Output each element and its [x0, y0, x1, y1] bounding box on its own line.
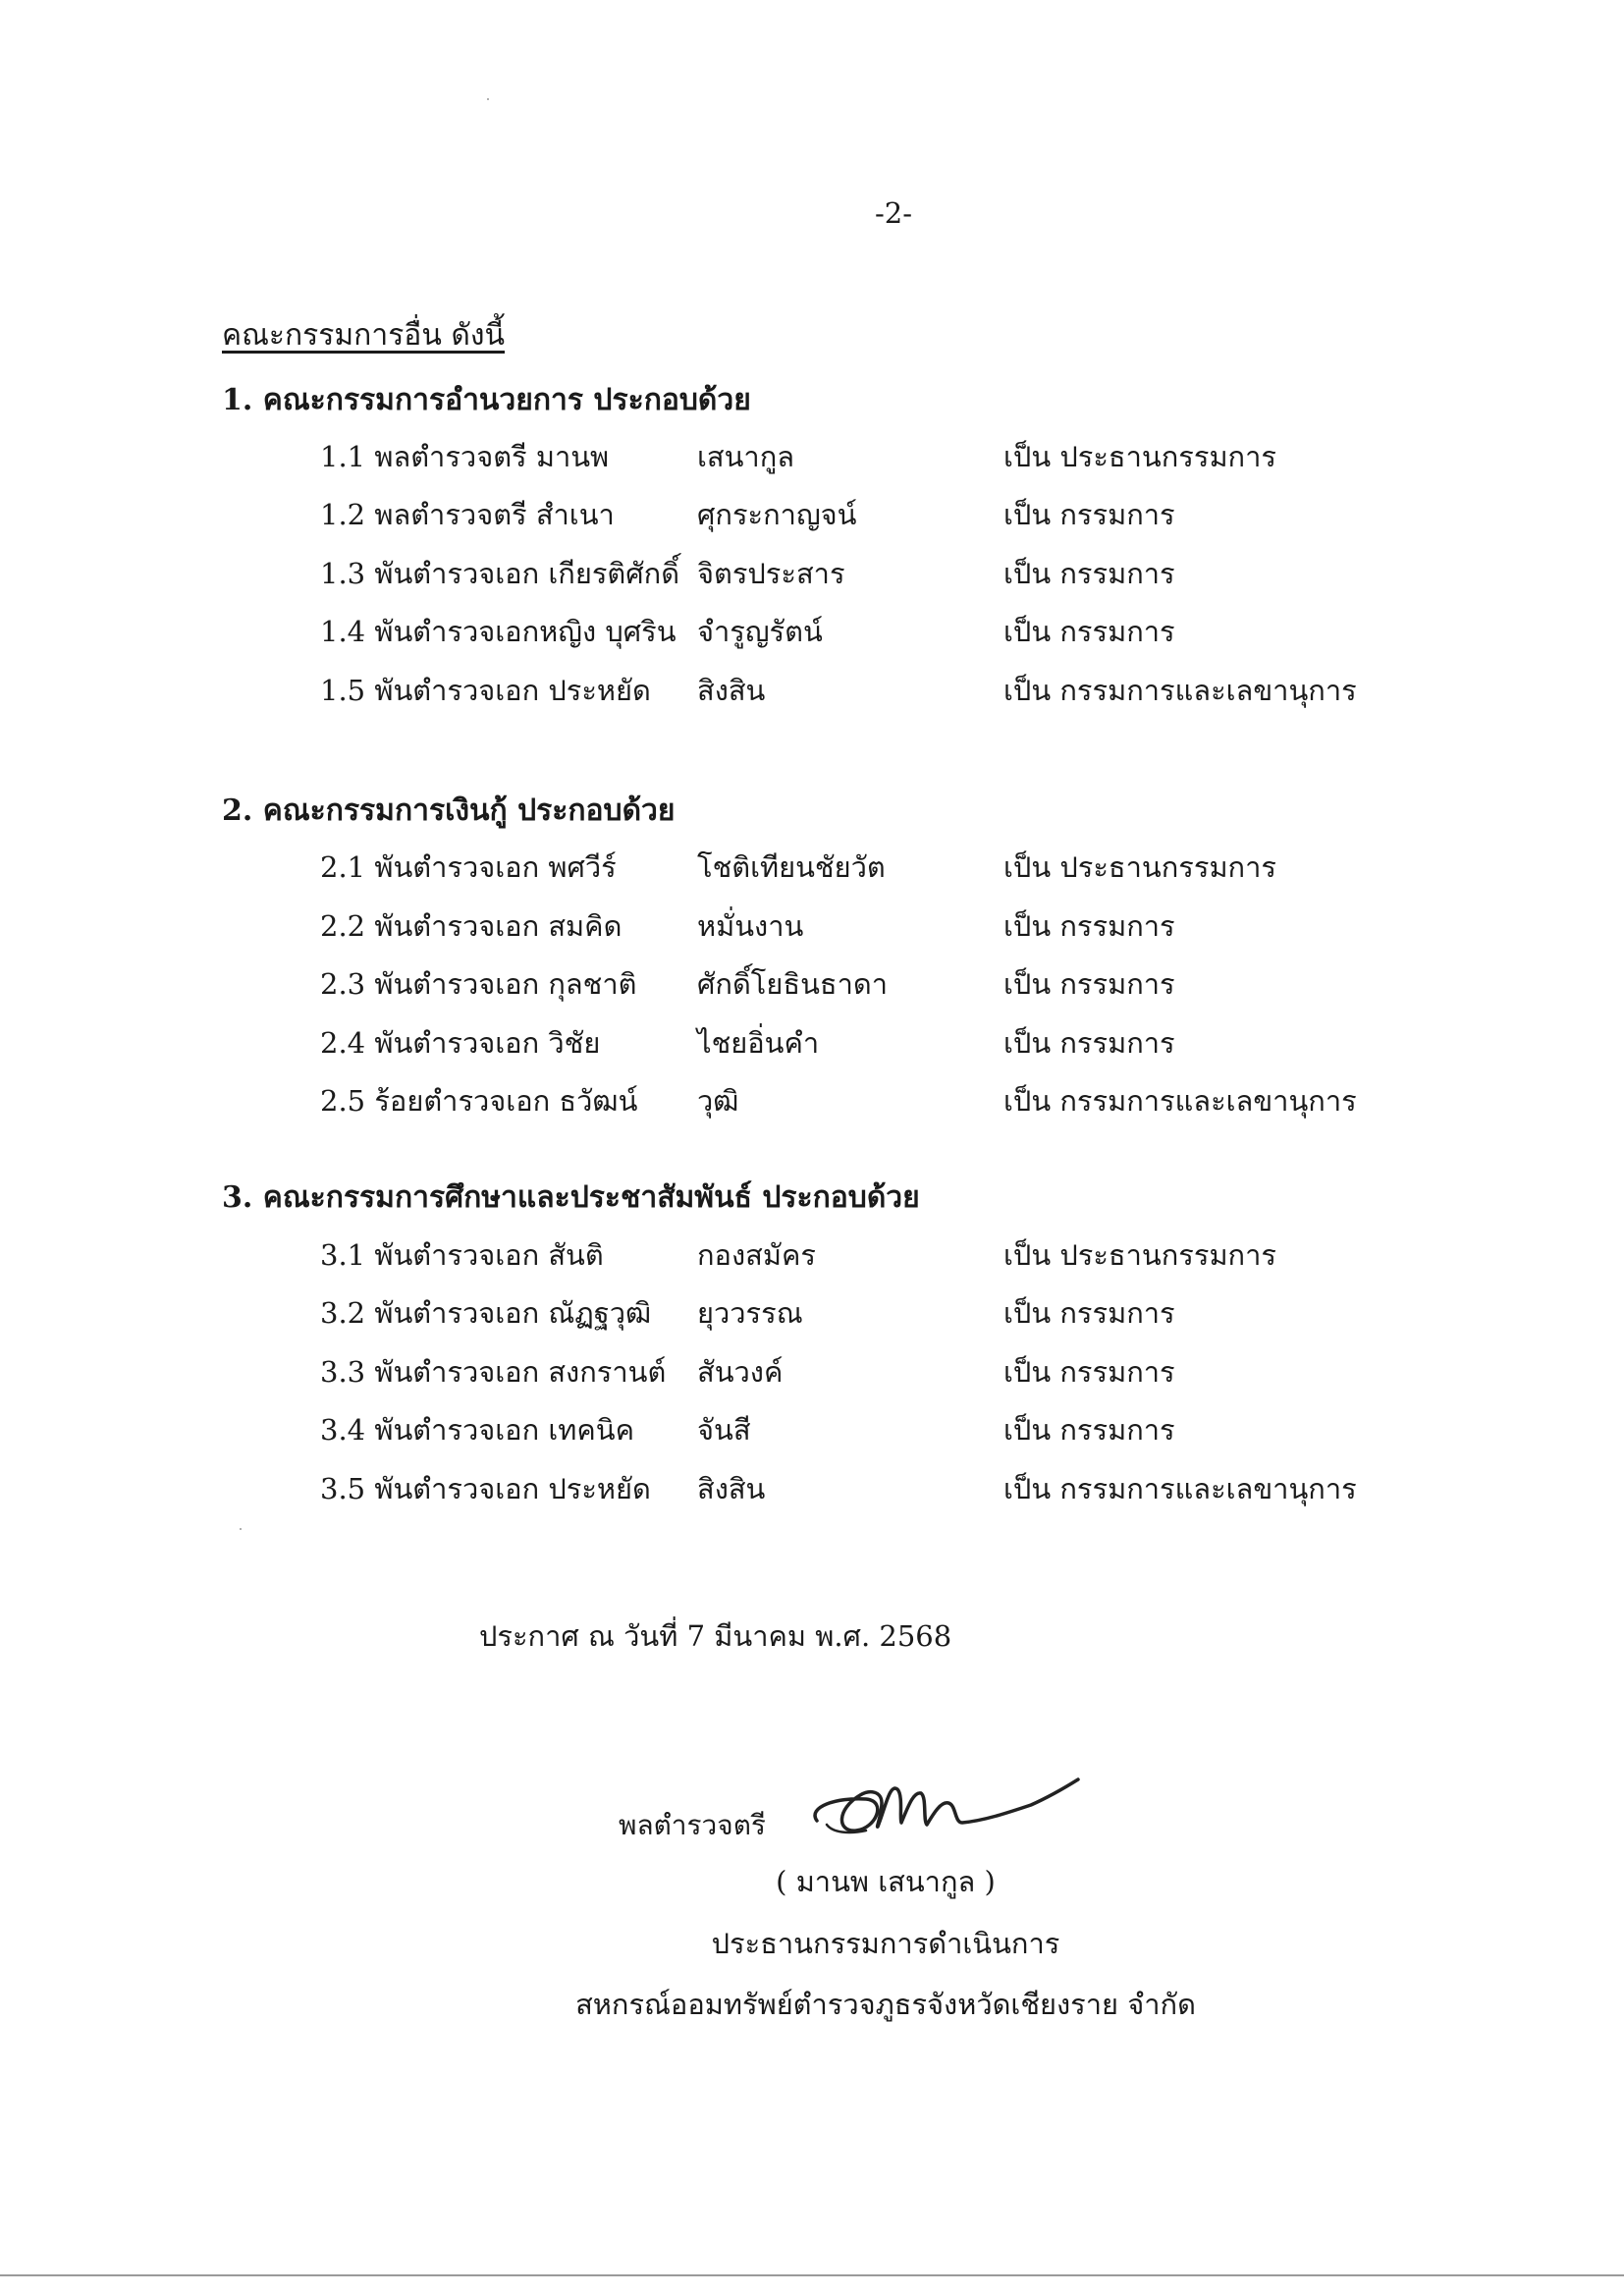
committee-3-member-1 — [0, 1232, 1624, 1276]
page-number: -2- — [874, 196, 913, 230]
member-surname: สิงสิน — [697, 1472, 766, 1505]
committee-2-member-3 — [0, 961, 1624, 1005]
signer-position: ประธานกรรมการดำเนินการ — [711, 1927, 1060, 1960]
member-role: เป็น กรรมการ — [1003, 557, 1175, 590]
committee-3-member-2 — [0, 1290, 1624, 1334]
member-rank-name: 1.4 พันตำรวจเอกหญิง บุศริน — [320, 615, 677, 648]
member-rank-name: 3.1 พันตำรวจเอก สันติ — [320, 1238, 604, 1272]
member-rank-name: 1.1 พลตำรวจตรี มานพ — [320, 440, 610, 473]
committee-2-member-5 — [0, 1078, 1624, 1121]
signer-name: ( มานพ เสนากูล ) — [776, 1865, 996, 1898]
committee-1-member-5 — [0, 668, 1624, 711]
member-rank-name: 1.2 พลตำรวจตรี สำเนา — [320, 498, 615, 531]
member-role: เป็น ประธานกรรมการ — [1003, 850, 1276, 884]
committee-2-member-4 — [0, 1020, 1624, 1064]
handwritten-signature — [797, 1750, 1092, 1858]
member-rank-name: 3.4 พันตำรวจเอก เทคนิค — [320, 1413, 635, 1447]
committee-3-member-3 — [0, 1349, 1624, 1393]
scan-speck — [240, 1528, 242, 1530]
committee-1-member-2 — [0, 492, 1624, 535]
section-heading: คณะกรรมการอื่น ดังนี้ — [222, 318, 506, 353]
member-surname: สิงสิน — [697, 674, 766, 707]
announcement-date: ประกาศ ณ วันที่ 7 มีนาคม พ.ศ. 2568 — [479, 1619, 952, 1653]
member-role: เป็น กรรมการและเลขานุการ — [1003, 1472, 1357, 1505]
member-role: เป็น กรรมการ — [1003, 1026, 1175, 1060]
member-role: เป็น กรรมการและเลขานุการ — [1003, 1084, 1357, 1118]
committee-1-member-1 — [0, 434, 1624, 477]
member-surname: โชติเทียนชัยวัต — [697, 850, 886, 884]
member-rank-name: 3.2 พันตำรวจเอก ณัฏฐวุฒิ — [320, 1296, 652, 1330]
member-surname: ศุกระกาญจน์ — [697, 498, 857, 531]
member-role: เป็น กรรมการ — [1003, 1413, 1175, 1447]
member-rank-name: 3.5 พันตำรวจเอก ประหยัด — [320, 1472, 651, 1505]
member-rank-name: 2.4 พันตำรวจเอก วิชัย — [320, 1026, 601, 1060]
committee-1-member-4 — [0, 609, 1624, 652]
member-rank-name: 2.1 พันตำรวจเอก พศวีร์ — [320, 850, 617, 884]
signer-rank: พลตำรวจตรี — [619, 1809, 766, 1841]
member-role: เป็น กรรมการ — [1003, 498, 1175, 531]
member-surname: ศักดิ์โยธินธาดา — [697, 967, 888, 1001]
member-surname: วุฒิ — [697, 1084, 739, 1118]
member-role: เป็น กรรมการ — [1003, 967, 1175, 1001]
member-rank-name: 1.3 พันตำรวจเอก เกียรติศักดิ์ — [320, 557, 680, 590]
member-role: เป็น กรรมการ — [1003, 1355, 1175, 1389]
member-surname: จิตรประสาร — [697, 557, 845, 590]
member-rank-name: 2.5 ร้อยตำรวจเอก ธวัฒน์ — [320, 1084, 638, 1118]
member-role: เป็น กรรมการ — [1003, 615, 1175, 648]
member-role: เป็น กรรมการ — [1003, 1296, 1175, 1330]
committee-2-member-2 — [0, 903, 1624, 947]
committee-1-title: 1. คณะกรรมการอำนวยการ ประกอบด้วย — [222, 383, 751, 417]
member-role: เป็น กรรมการและเลขานุการ — [1003, 674, 1357, 707]
member-surname: หมั่นงาน — [697, 909, 804, 943]
member-surname: กองสมัคร — [697, 1238, 816, 1272]
committee-2-title: 2. คณะกรรมการเงินกู้ ประกอบด้วย — [222, 793, 676, 828]
committee-3-member-5 — [0, 1466, 1624, 1509]
committee-3-title: 3. คณะกรรมการศึกษาและประชาสัมพันธ์ ประกอบด้วย — [222, 1180, 920, 1215]
committee-3-member-4 — [0, 1407, 1624, 1450]
member-surname: เสนากูล — [697, 440, 795, 473]
member-rank-name: 2.3 พันตำรวจเอก กุลชาติ — [320, 967, 637, 1001]
member-role: เป็น กรรมการ — [1003, 909, 1175, 943]
member-surname: ไชยอิ่นคำ — [697, 1026, 820, 1060]
committee-2-member-1 — [0, 845, 1624, 888]
member-surname: สันวงค์ — [697, 1355, 784, 1389]
member-role: เป็น ประธานกรรมการ — [1003, 440, 1276, 473]
member-rank-name: 3.3 พันตำรวจเอก สงกรานต์ — [320, 1355, 667, 1389]
scan-speck — [487, 98, 489, 100]
member-surname: จำรูญรัตน์ — [697, 615, 823, 648]
member-surname: ยุววรรณ — [697, 1296, 803, 1330]
member-rank-name: 2.2 พันตำรวจเอก สมคิด — [320, 909, 623, 943]
member-surname: จันสี — [697, 1413, 751, 1447]
organization-name: สหกรณ์ออมทรัพย์ตำรวจภูธรจังหวัดเชียงราย จำกัด — [575, 1988, 1196, 2021]
member-rank-name: 1.5 พันตำรวจเอก ประหยัด — [320, 674, 651, 707]
scan-edge-line — [0, 2274, 1624, 2276]
member-role: เป็น ประธานกรรมการ — [1003, 1238, 1276, 1272]
committee-1-member-3 — [0, 551, 1624, 594]
